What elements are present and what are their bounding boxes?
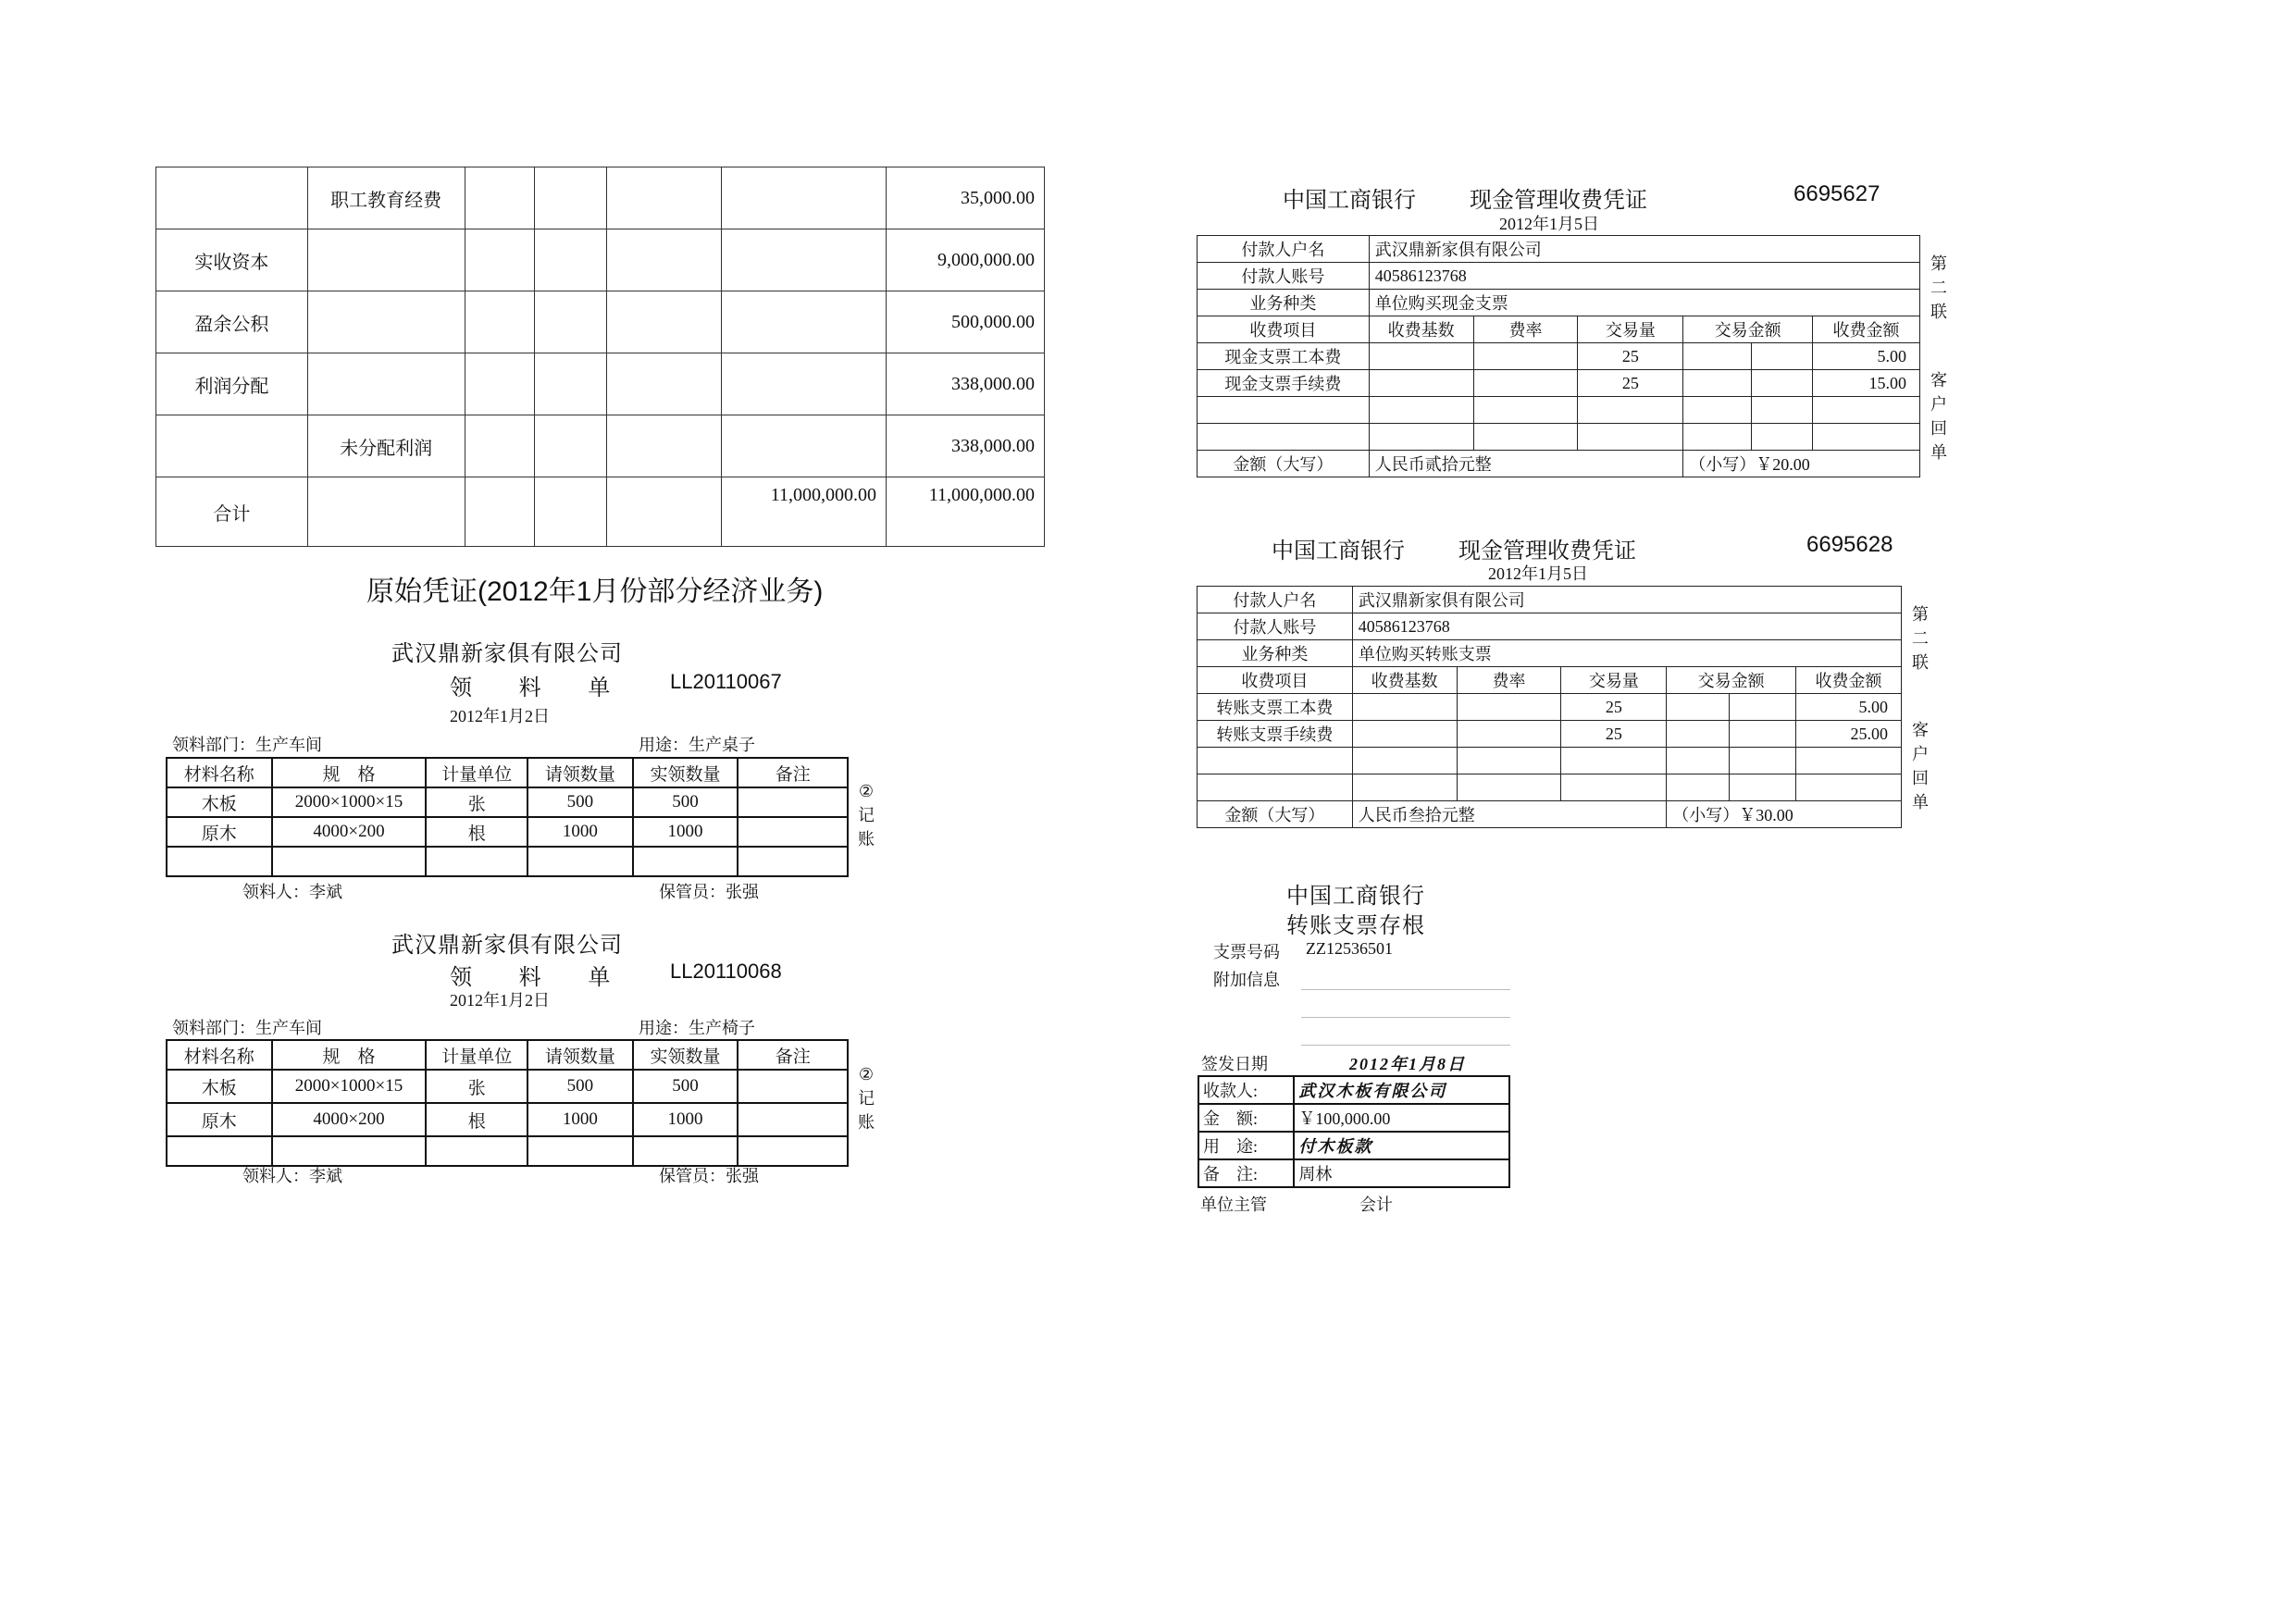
bank1-table: 付款人户名 武汉鼎新家俱有限公司 付款人账号 40586123768 业务种类 单位购买现金支票 收费项目 收费基数 费率 交易量 交易金额 收费金额 现金支票工本费 25 5.00 现金支票手续费 25 15.00 金额（大写） 人民币贰拾元整 （小写）￥20.00	[1197, 235, 1920, 477]
bank1-side-top: 第 二 联	[1930, 254, 1947, 321]
table-row: 转账支票手续费 25 25.00	[1198, 721, 1902, 748]
table-header-row: 收费项目 收费基数 费率 交易量 交易金额 收费金额	[1198, 316, 1920, 343]
req2-date: 2012年1月2日	[450, 991, 550, 1010]
req1-number: LL20110067	[670, 670, 782, 693]
req2-use: 用途：生产椅子	[639, 1019, 755, 1037]
extra-info-line	[1301, 989, 1510, 990]
req1-keeper: 保管员：张强	[659, 883, 759, 901]
issue-date: 2012年1月8日	[1349, 1055, 1466, 1073]
req1-title: 领 料 单	[450, 675, 631, 700]
stub-title: 转账支票存根	[1286, 914, 1425, 938]
bank2-table: 付款人户名 武汉鼎新家俱有限公司 付款人账号 40586123768 业务种类 单位购买转账支票 收费项目 收费基数 费率 交易量 交易金额 收费金额 转账支票工本费 25 5.00 转账支票手续费 25 25.00 金额（大写） 人民币叁拾元整 （小写）￥30.00	[1197, 586, 1902, 828]
req2-title: 领 料 单	[450, 965, 631, 990]
bank1-name: 中国工商银行	[1283, 188, 1416, 213]
table-row	[1198, 748, 1902, 774]
table-row	[167, 847, 848, 876]
req1-receiver: 领料人：李斌	[242, 883, 342, 901]
ledger-total-row: 合计 11,000,000.00 11,000,000.00	[156, 477, 1045, 547]
req1-use: 用途：生产桌子	[639, 736, 755, 754]
table-row: 木板 2000×1000×15 张 500 500	[167, 1070, 848, 1103]
req1-side-note: ② 记 账	[858, 782, 875, 849]
cheque-no-label: 支票号码	[1213, 943, 1280, 961]
cheque-no: ZZ12536501	[1306, 939, 1393, 958]
stub-table: 收款人: 武汉木板有限公司 金 额: ￥100,000.00 用 途: 付木板款 备 注: 周林	[1198, 1075, 1510, 1188]
bank2-doc-title: 现金管理收费凭证	[1458, 539, 1636, 564]
amount-row: 金额（大写） 人民币叁拾元整 （小写）￥30.00	[1198, 801, 1902, 828]
extra-info-line	[1301, 1017, 1510, 1018]
bank2-side-bottom: 客 户 回 单	[1912, 721, 1929, 812]
table-row: 现金支票工本费 25 5.00	[1198, 343, 1920, 370]
ledger-row: 实收资本 9,000,000.00	[156, 229, 1045, 291]
issue-date-label: 签发日期	[1201, 1055, 1268, 1073]
extra-info-line	[1301, 1045, 1510, 1046]
req1-company: 武汉鼎新家俱有限公司	[391, 642, 623, 666]
ledger-row: 职工教育经费 35,000.00	[156, 167, 1045, 229]
bank1-doc-title: 现金管理收费凭证	[1470, 188, 1647, 213]
table-row	[1198, 424, 1920, 451]
req1-date: 2012年1月2日	[450, 707, 550, 725]
supervisor-label: 单位主管	[1200, 1196, 1267, 1214]
req2-side-note: ② 记 账	[858, 1065, 875, 1132]
table-row: 木板 2000×1000×15 张 500 500	[167, 787, 848, 817]
bank1-side-bottom: 客 户 回 单	[1930, 371, 1947, 462]
accountant-label: 会计	[1359, 1196, 1393, 1214]
table-row	[1198, 397, 1920, 424]
section-title: 原始凭证(2012年1月份部分经济业务)	[366, 576, 824, 607]
req2-dept: 领料部门：生产车间	[172, 1019, 322, 1037]
ledger-row: 未分配利润 338,000.00	[156, 415, 1045, 477]
req1-table	[166, 757, 849, 877]
bank2-date: 2012年1月5日	[1488, 564, 1588, 583]
ledger-table	[155, 167, 1045, 547]
bank2-name: 中国工商银行	[1272, 539, 1405, 564]
table-row: 原木 4000×200 根 1000 1000	[167, 817, 848, 847]
table-row: 原木 4000×200 根 1000 1000	[167, 1103, 848, 1136]
table-header-row: 收费项目 收费基数 费率 交易量 交易金额 收费金额	[1198, 667, 1902, 694]
table-header-row: 材料名称 规 格 计量单位 请领数量 实领数量 备注	[167, 758, 848, 787]
ledger-row: 利润分配 338,000.00	[156, 353, 1045, 415]
req1-dept: 领料部门：生产车间	[172, 736, 322, 754]
bank1-date: 2012年1月5日	[1499, 215, 1599, 233]
table-row: 现金支票手续费 25 15.00	[1198, 370, 1920, 397]
bank2-side-top: 第 二 联	[1912, 605, 1929, 672]
table-row	[167, 1136, 848, 1166]
req2-table	[166, 1039, 849, 1167]
bank1-number: 6695627	[1793, 181, 1880, 206]
ledger-row: 盈余公积 500,000.00	[156, 291, 1045, 353]
req2-company: 武汉鼎新家俱有限公司	[391, 934, 623, 958]
table-row	[1198, 774, 1902, 801]
stub-bank: 中国工商银行	[1286, 885, 1425, 909]
req2-keeper: 保管员：张强	[659, 1167, 759, 1185]
extra-info-label: 附加信息	[1213, 971, 1280, 989]
req2-number: LL20110068	[670, 960, 782, 983]
amount-row: 金额（大写） 人民币贰拾元整 （小写）￥20.00	[1198, 451, 1920, 477]
bank2-number: 6695628	[1806, 532, 1893, 557]
table-row: 转账支票工本费 25 5.00	[1198, 694, 1902, 721]
req2-receiver: 领料人：李斌	[242, 1167, 342, 1185]
table-header-row: 材料名称 规 格 计量单位 请领数量 实领数量 备注	[167, 1040, 848, 1070]
